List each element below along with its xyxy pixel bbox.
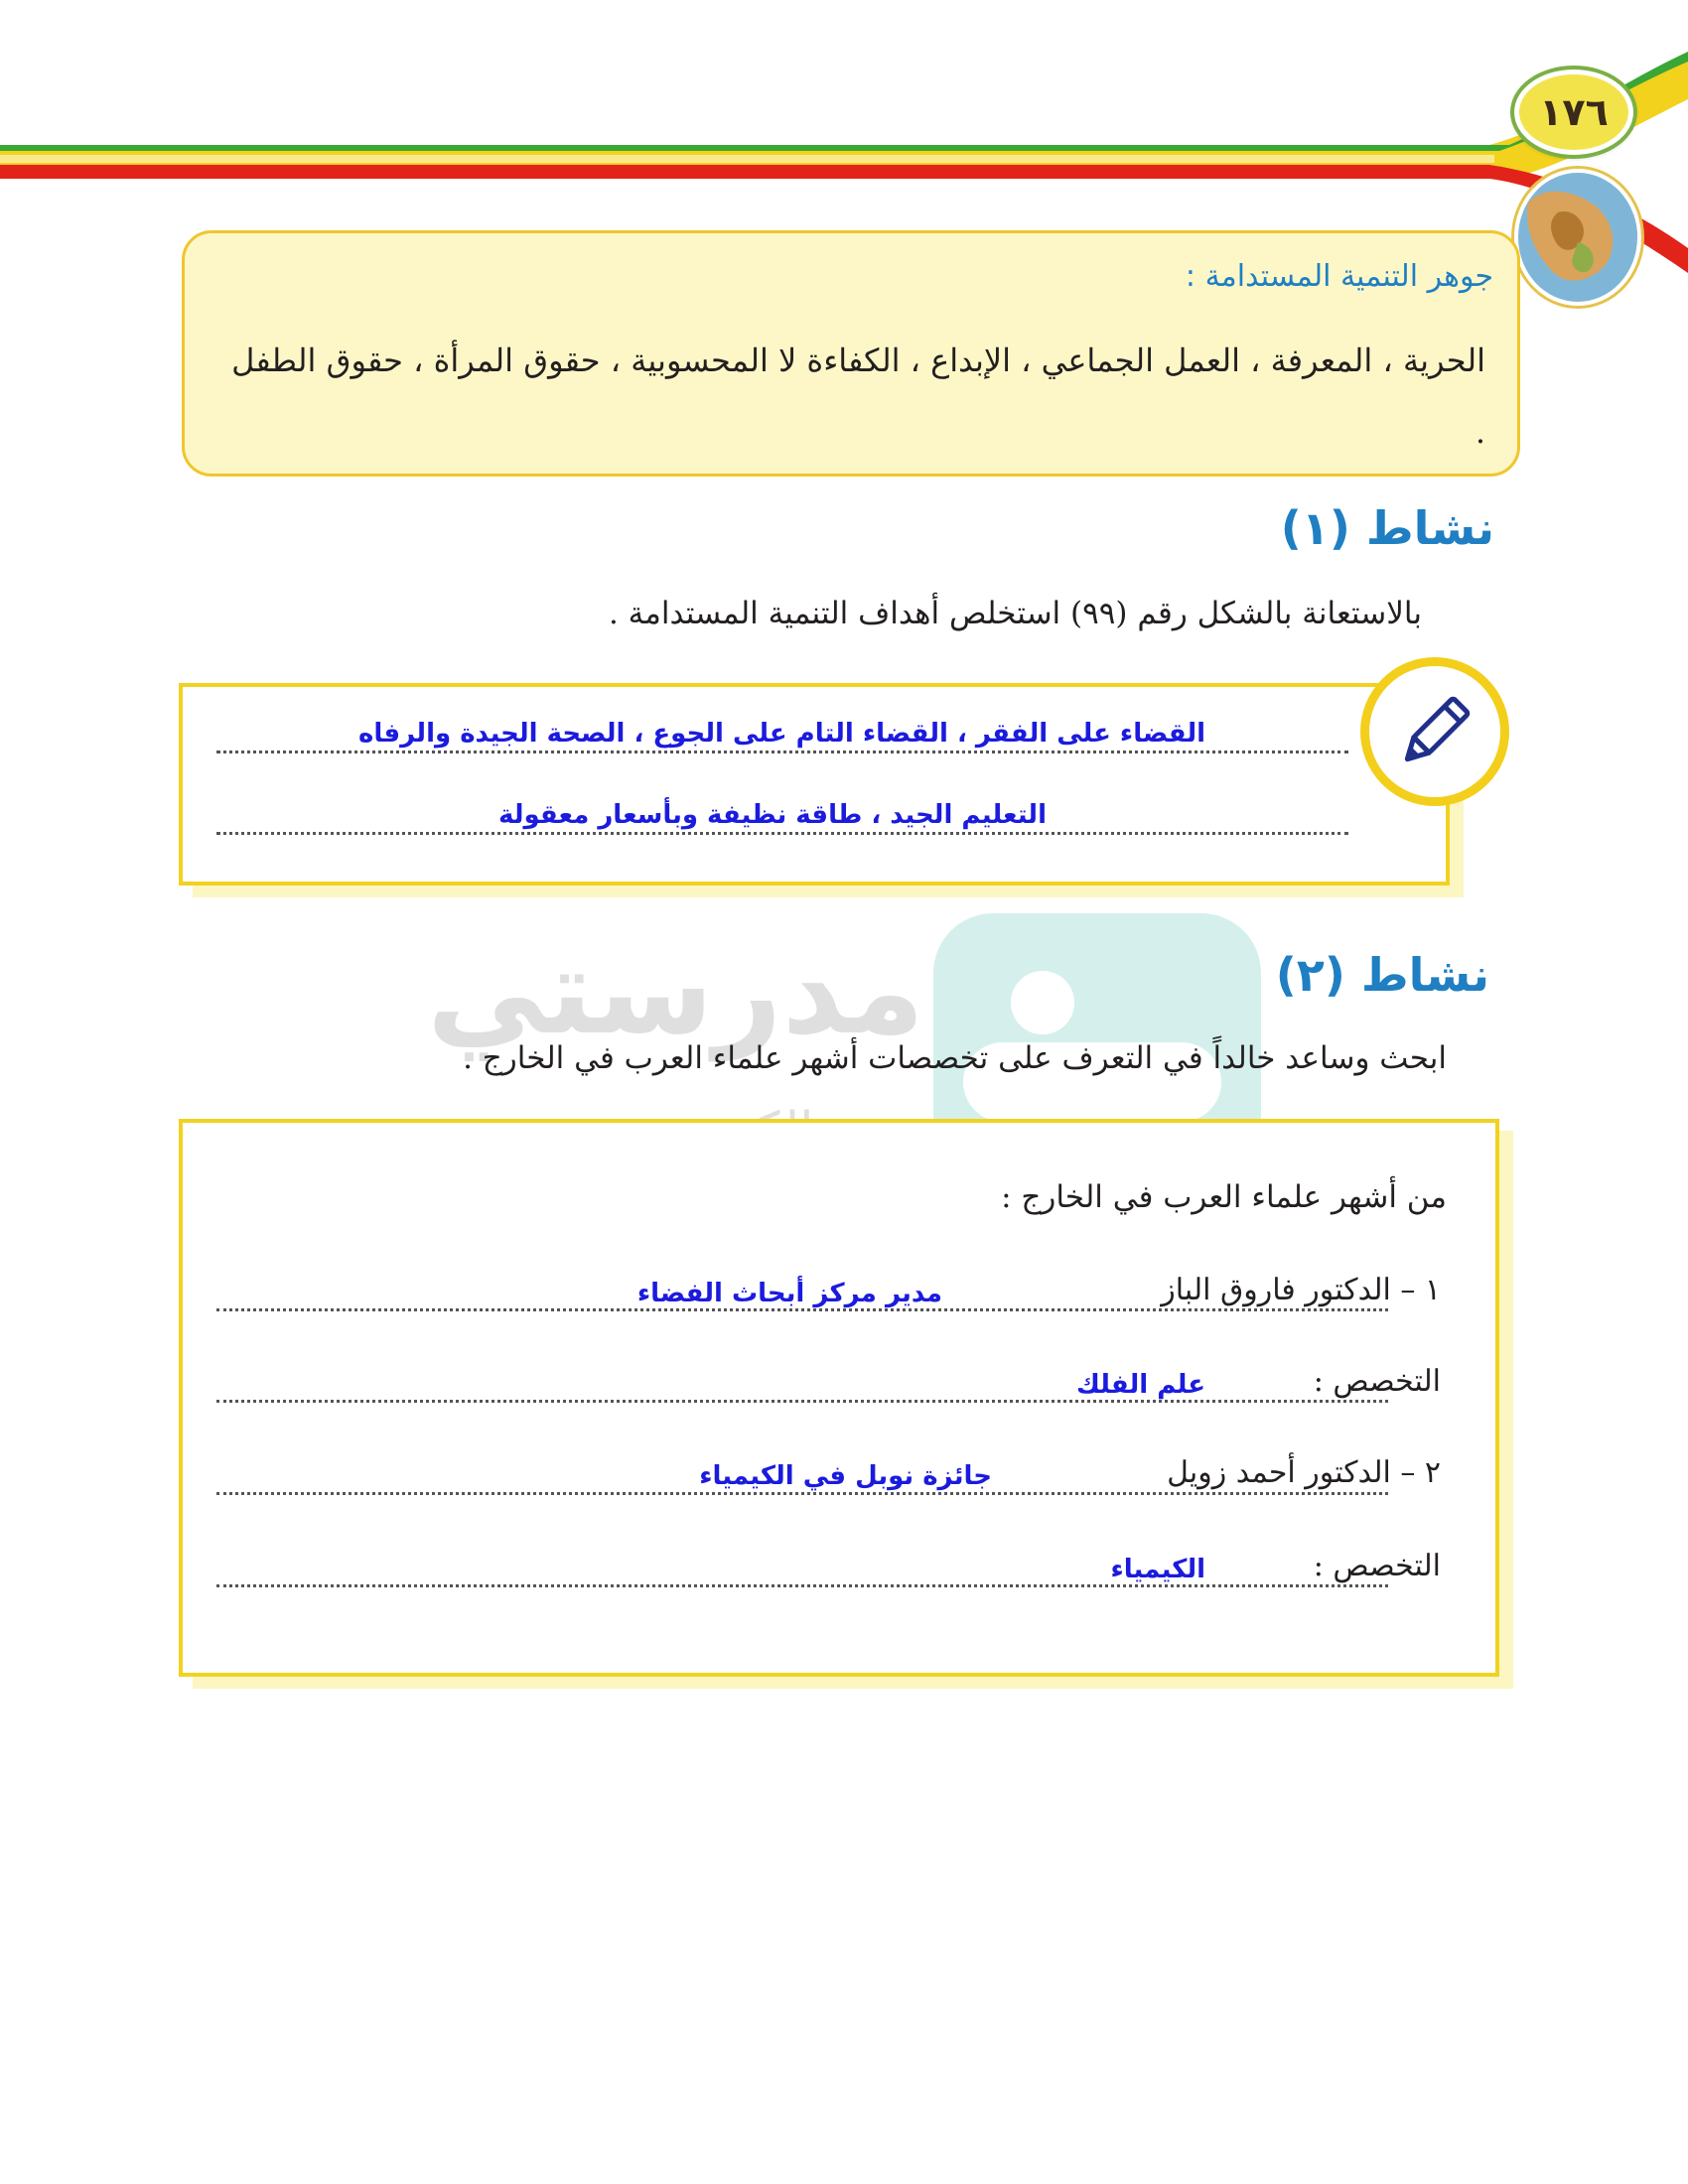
specialty-1-label: التخصص : xyxy=(1308,1364,1447,1399)
answer-line xyxy=(216,1492,1388,1495)
activity-1-answer-box xyxy=(179,683,1450,886)
scientist-2-answer[interactable]: جائزة نوبل في الكيمياء xyxy=(693,1461,998,1491)
definition-title: جوهر التنمية المستدامة : xyxy=(1185,259,1493,294)
activity-1-answer-1[interactable]: القضاء على الفقر ، القضاء التام على الجوع ، الصحة الجيدة والرفاه xyxy=(352,719,1211,749)
pencil-badge xyxy=(1360,657,1509,806)
activity-2-prompt: ابحث وساعد خالداً في التعرف على تخصصات أشهر علماء العرب في الخارج . xyxy=(463,1040,1447,1076)
activity-1-title: نشاط (١) xyxy=(1280,501,1494,555)
answer-line xyxy=(216,832,1348,835)
activity-2-title: نشاط (٢) xyxy=(1275,948,1489,1002)
page-number: ١٧٦ xyxy=(1539,90,1609,134)
definition-body: الحرية ، المعرفة ، العمل الجماعي ، الإبداع ، الكفاءة لا المحسوبية ، حقوق المرأة ، حقوق الطفل . xyxy=(231,341,1485,451)
answer-line xyxy=(216,1400,1388,1403)
scientist-1-label: ١ – الدكتور فاروق الباز xyxy=(1155,1273,1447,1307)
scientist-1-answer[interactable]: مدير مركز أبحاث الفضاء xyxy=(632,1279,948,1308)
scientist-2-label: ٢ – الدكتور أحمد زويل xyxy=(1161,1455,1447,1490)
answer-line xyxy=(216,1308,1388,1311)
answer-line xyxy=(216,1584,1388,1587)
answer-line xyxy=(216,751,1348,753)
map-thumbnail xyxy=(1514,169,1641,306)
map-image xyxy=(1518,173,1637,302)
activity-1-prompt: بالاستعانة بالشكل رقم (٩٩) استخلص أهداف التنمية المستدامة . xyxy=(608,596,1422,631)
specialty-2-label: التخصص : xyxy=(1308,1549,1447,1583)
definition-box xyxy=(182,230,1520,477)
activity-2-intro: من أشهر علماء العرب في الخارج : xyxy=(1001,1179,1447,1215)
watermark-name: مدرستي xyxy=(427,923,925,1061)
specialty-2-answer[interactable]: الكيمياء xyxy=(1104,1555,1211,1584)
page-number-badge xyxy=(1514,69,1633,155)
specialty-1-answer[interactable]: علم الفلك xyxy=(1070,1370,1211,1400)
pencil-icon xyxy=(1390,687,1479,776)
activity-1-answer-2[interactable]: التعليم الجيد ، طاقة نظيفة وبأسعار معقولة xyxy=(492,800,1053,830)
